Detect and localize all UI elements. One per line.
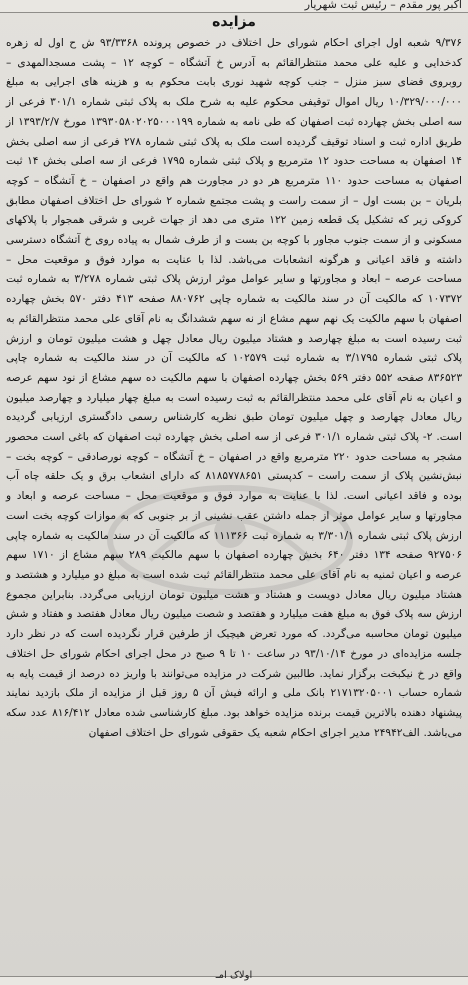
notice-body: ۹/۳۷۶ شعبه اول اجرای احکام شورای حل اختلاف در خصوص پرونده ۹۳/۳۳۶۸ ش ح اول له زهره کدخدایی و علیه علی محمد منتظرالقائم به آدرس خ آتشگاه – کوچه ۱۲ – پشت مسجدالمهدی – روبروی فضای سبز منزل – جنب کوچه شهید نوری بابت محکوم به و هزینه های اجرایی به مبلغ ۱۰/۳۲۹/۰۰۰/۰۰۰ ریال اموال توقیفی محکوم علیه به شرح ملک به پلاک ثبتی شماره ۳۰۱/۱ فرعی از سه اصلی بخش چهارده ثبت اصفهان که طی نامه به شماره ۱۳۹۳۰۵۸۰۲۰۲۵۰۰۰۱۹۹ مورخ ۱۳۹۳/۲/۷ از طریق اداره ثبت و اسناد توقیف گردیده است ملک به پلاک ثبتی شماره ۲۷۸ فرعی از سه اصلی بخش ۱۴ اصفهان به مساحت حدود ۱۲ مترمربع و پلاک ثبتی شماره ۱۷۹۵ فرعی از سه اصلی بخش ۱۴ ثبت اصفهان به مساحت حدود ۱۱۰ مترمربع هر دو در مجاورت هم واقع در اصفهان – خ آتشگاه – کوچه بلریان – بن بست اول – از سمت راست و پشت مجتمع شماره ۲ شورای حل اختلاف اصفهان مطابق کروکی زیر که تشکیل یک قطعه زمین ۱۲۲ متری می دهد از جهات غربی و شرقی همجوار با پلاکهای مسکونی و از سمت جنوب مجاور با کوچه بن بست و از طرف شمال به پیاده روی خ آتشگاه دسترسی داشته و فاقد اعیانی و هرگونه انشعابات می‌باشد. لذا با عنایت به موارد فوق و موقعیت محل – مساحت عرصه – ابعاد و مجاورتها و سایر عوامل موثر ارزش پلاک ثبتی شماره ۳/۲۷۸ به شماره ثبت ۱۰۷۳۷۲ که مالکیت آن در سند مالکیت به شماره چاپی ۸۸۰۷۶۲ صفحه ۴۱۳ دفتر ۵۷۰ بخش چهارده اصفهان با سهم مالکیت یک نهم سهم مشاع از نه سهم ششدانگ به نام آقای علی محمد منتظرالقائم به ثبت رسیده است به مبلغ چهارصد و هشتاد میلیون ریال معادل چهل و هشت میلیون تومان و ارزش پلاک ثبتی شماره ۳/۱۷۹۵ به شماره ثبت ۱۰۲۵۷۹ که مالکیت آن در سند مالکیت به شماره چاپی ۸۳۶۵۲۳ صفحه ۵۵۲ دفتر ۵۶۹ بخش چهارده اصفهان با سهم مالکیت ده سهم مشاع از نود سهم عرصه و اعیان به نام آقای علی محمد منتظرالقائم به ثبت رسیده است به مبلغ چهار میلیارد و چهارصد میلیون ریال معادل چهارصد و چهل میلیون تومان طبق نظریه کارشناس رسمی دادگستری ارزیابی گردیده است. ۲- پلاک ثبتی شماره ۳۰۱/۱ فرعی از سه اصلی بخش چهارده ثبت اصفهان که باغی است محصور مشجر به مساحت حدود ۲۲۰ مترمربع واقع در اصفهان – خ آتشگاه – کوچه نورصادقی – کوچه بخت – نبش‌نشین پلاک از سمت راست – کدپستی ۸۱۸۵۷۷۸۶۵۱ که دارای انشعاب برق و یک حلقه چاه آب بوده و فاقد اعیانی است. لذا با عنایت به موارد فوق و موقعیت محل – مساحت عرصه و ابعاد و مجاورتها و سایر عوامل موثر از جمله داشتن عقب نشینی از بر جنوبی که به موازات کوچه بخت است ارزش پلاک ثبتی شماره ۳/۳۰۱/۱ به شماره ثبت ۱۱۱۳۶۶ که مالکیت آن در سند مالکیت به شماره چاپی ۹۲۷۵۰۶ صفحه ۱۳۴ دفتر ۶۴۰ بخش چهارده اصفهان با سهم مالکیت ۲۸۹ سهم مشاع از ۱۷۱۰ سهم عرصه و اعیان ثمنیه به نام آقای علی محمد منتظرالقائم ثبت شده است به مبلغ دو میلیارد و هشتصد و هشتاد میلیون ریال معادل دویست و هشتاد و هشت میلیون تومان ارزیابی می‌گردد. بنابراین مجموع ارزش سه پلاک فوق به مبلغ هفت میلیارد و هفتصد و شصت میلیون ریال معادل هفتصد و هفتاد و شش میلیون تومان محاسبه می‌گردد. که مورد تعرض هیچیک از طرفین قرار نگردیده است که در نظر دارد جلسه مزایده‌ای در مورخ ۹۳/۱۰/۱۴ در ساعت ۱۰ تا ۹ صبح در محل اجرای احکام شورای حل اختلاف واقع در خ نیکبخت برگزار نماید. طالبین شرکت در مزایده می‌توانند با واریز ده درصد از قیمت پایه به شماره حساب ۲۱۷۱۳۲۰۵۰۰۱ بانک ملی و ارائه فیش آن ۵ روز قبل از مزایده از ملک بازدید نمایند پیشنهاد دهنده بالاترین قیمت برنده مزایده خواهد بود. مبلغ کارشناسی شده معادل ۸۱۶/۴۱۲ عدد سکه می‌باشد. الف۲۴۹۴۲ مدیر اجرای احکام شعبه یک حقوقی شورای حل اختلاف اصفهان [6,37,463,739]
notice-title: مزایده [212,14,256,30]
next-notice-cut [0,970,468,985]
previous-notice-cut [0,0,468,13]
next-notice-heading: اولاک امـ [215,970,253,981]
previous-notice-signature: اکبر پور مقدم – رئیس ثبت شهریار [304,0,462,11]
